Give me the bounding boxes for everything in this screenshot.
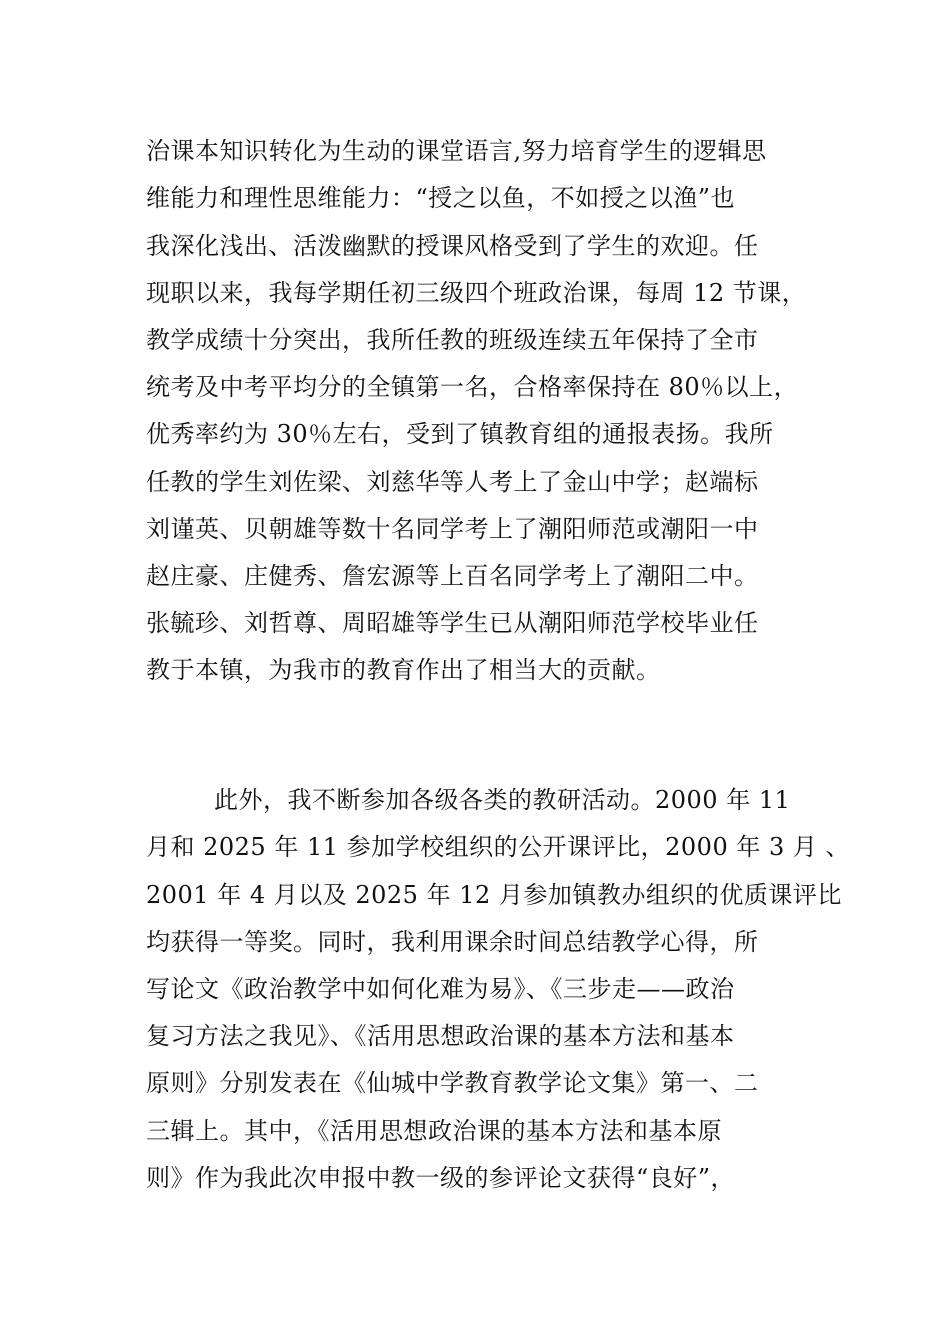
text-line: 均获得一等奖。同时，我利用课余时间总结教学心得，所 [146, 928, 759, 956]
text-line: 此外，我不断参加各级各类的教研活动。2000 年 11 [214, 786, 791, 814]
text-line: 刘谨英、贝朝雄等数十名同学考上了潮阳师范或潮阳一中 [146, 515, 759, 543]
text-line: 三辑上。其中，《活用思想政治课的基本方法和基本原 [146, 1117, 722, 1145]
text-line: 治课本知识转化为生动的课堂语言,努力培育学生的逻辑思 [146, 137, 767, 165]
text-line: 现职以来，我每学期任初三级四个班政治课，每周 12 节课， [146, 279, 807, 307]
text-line: 原则》分别发表在《仙城中学教育教学论文集》第一、二 [146, 1069, 759, 1097]
text-line: 2001 年 4 月以及 2025 年 12 月参加镇教办组织的优质课评比 [146, 881, 842, 909]
text-line: 统考及中考平均分的全镇第一名，合格率保持在 80％以上， [146, 373, 799, 401]
text-line: 教于本镇，为我市的教育作出了相当大的贡献。 [146, 656, 661, 684]
text-line: 赵庄豪、庄健秀、詹宏源等上百名同学考上了潮阳二中。 [146, 562, 759, 590]
text-line: 教学成绩十分突出，我所任教的班级连续五年保持了全市 [146, 326, 759, 354]
text-line: 维能力和理性思维能力：“授之以鱼，不如授之以渔”也 [146, 184, 736, 212]
text-line: 则》作为我此次申报中教一级的参评论文获得“良好”， [146, 1164, 736, 1192]
text-line: 任教的学生刘佐梁、刘慈华等人考上了金山中学；赵端标 [146, 468, 759, 496]
text-line: 月和 2025 年 11 参加学校组织的公开课评比，2000 年 3 月 、 [146, 833, 850, 861]
text-line: 优秀率约为 30％左右，受到了镇教育组的通报表扬。我所 [146, 420, 774, 448]
text-line: 我深化浅出、活泼幽默的授课风格受到了学生的欢迎。任 [146, 232, 759, 260]
text-line: 复习方法之我见》、《活用思想政治课的基本方法和基本 [146, 1022, 735, 1050]
text-line: 写论文《政治教学中如何化难为易》、《三步走——政治 [146, 975, 735, 1003]
text-line: 张毓珍、刘哲尊、周昭雄等学生已从潮阳师范学校毕业任 [146, 609, 759, 637]
